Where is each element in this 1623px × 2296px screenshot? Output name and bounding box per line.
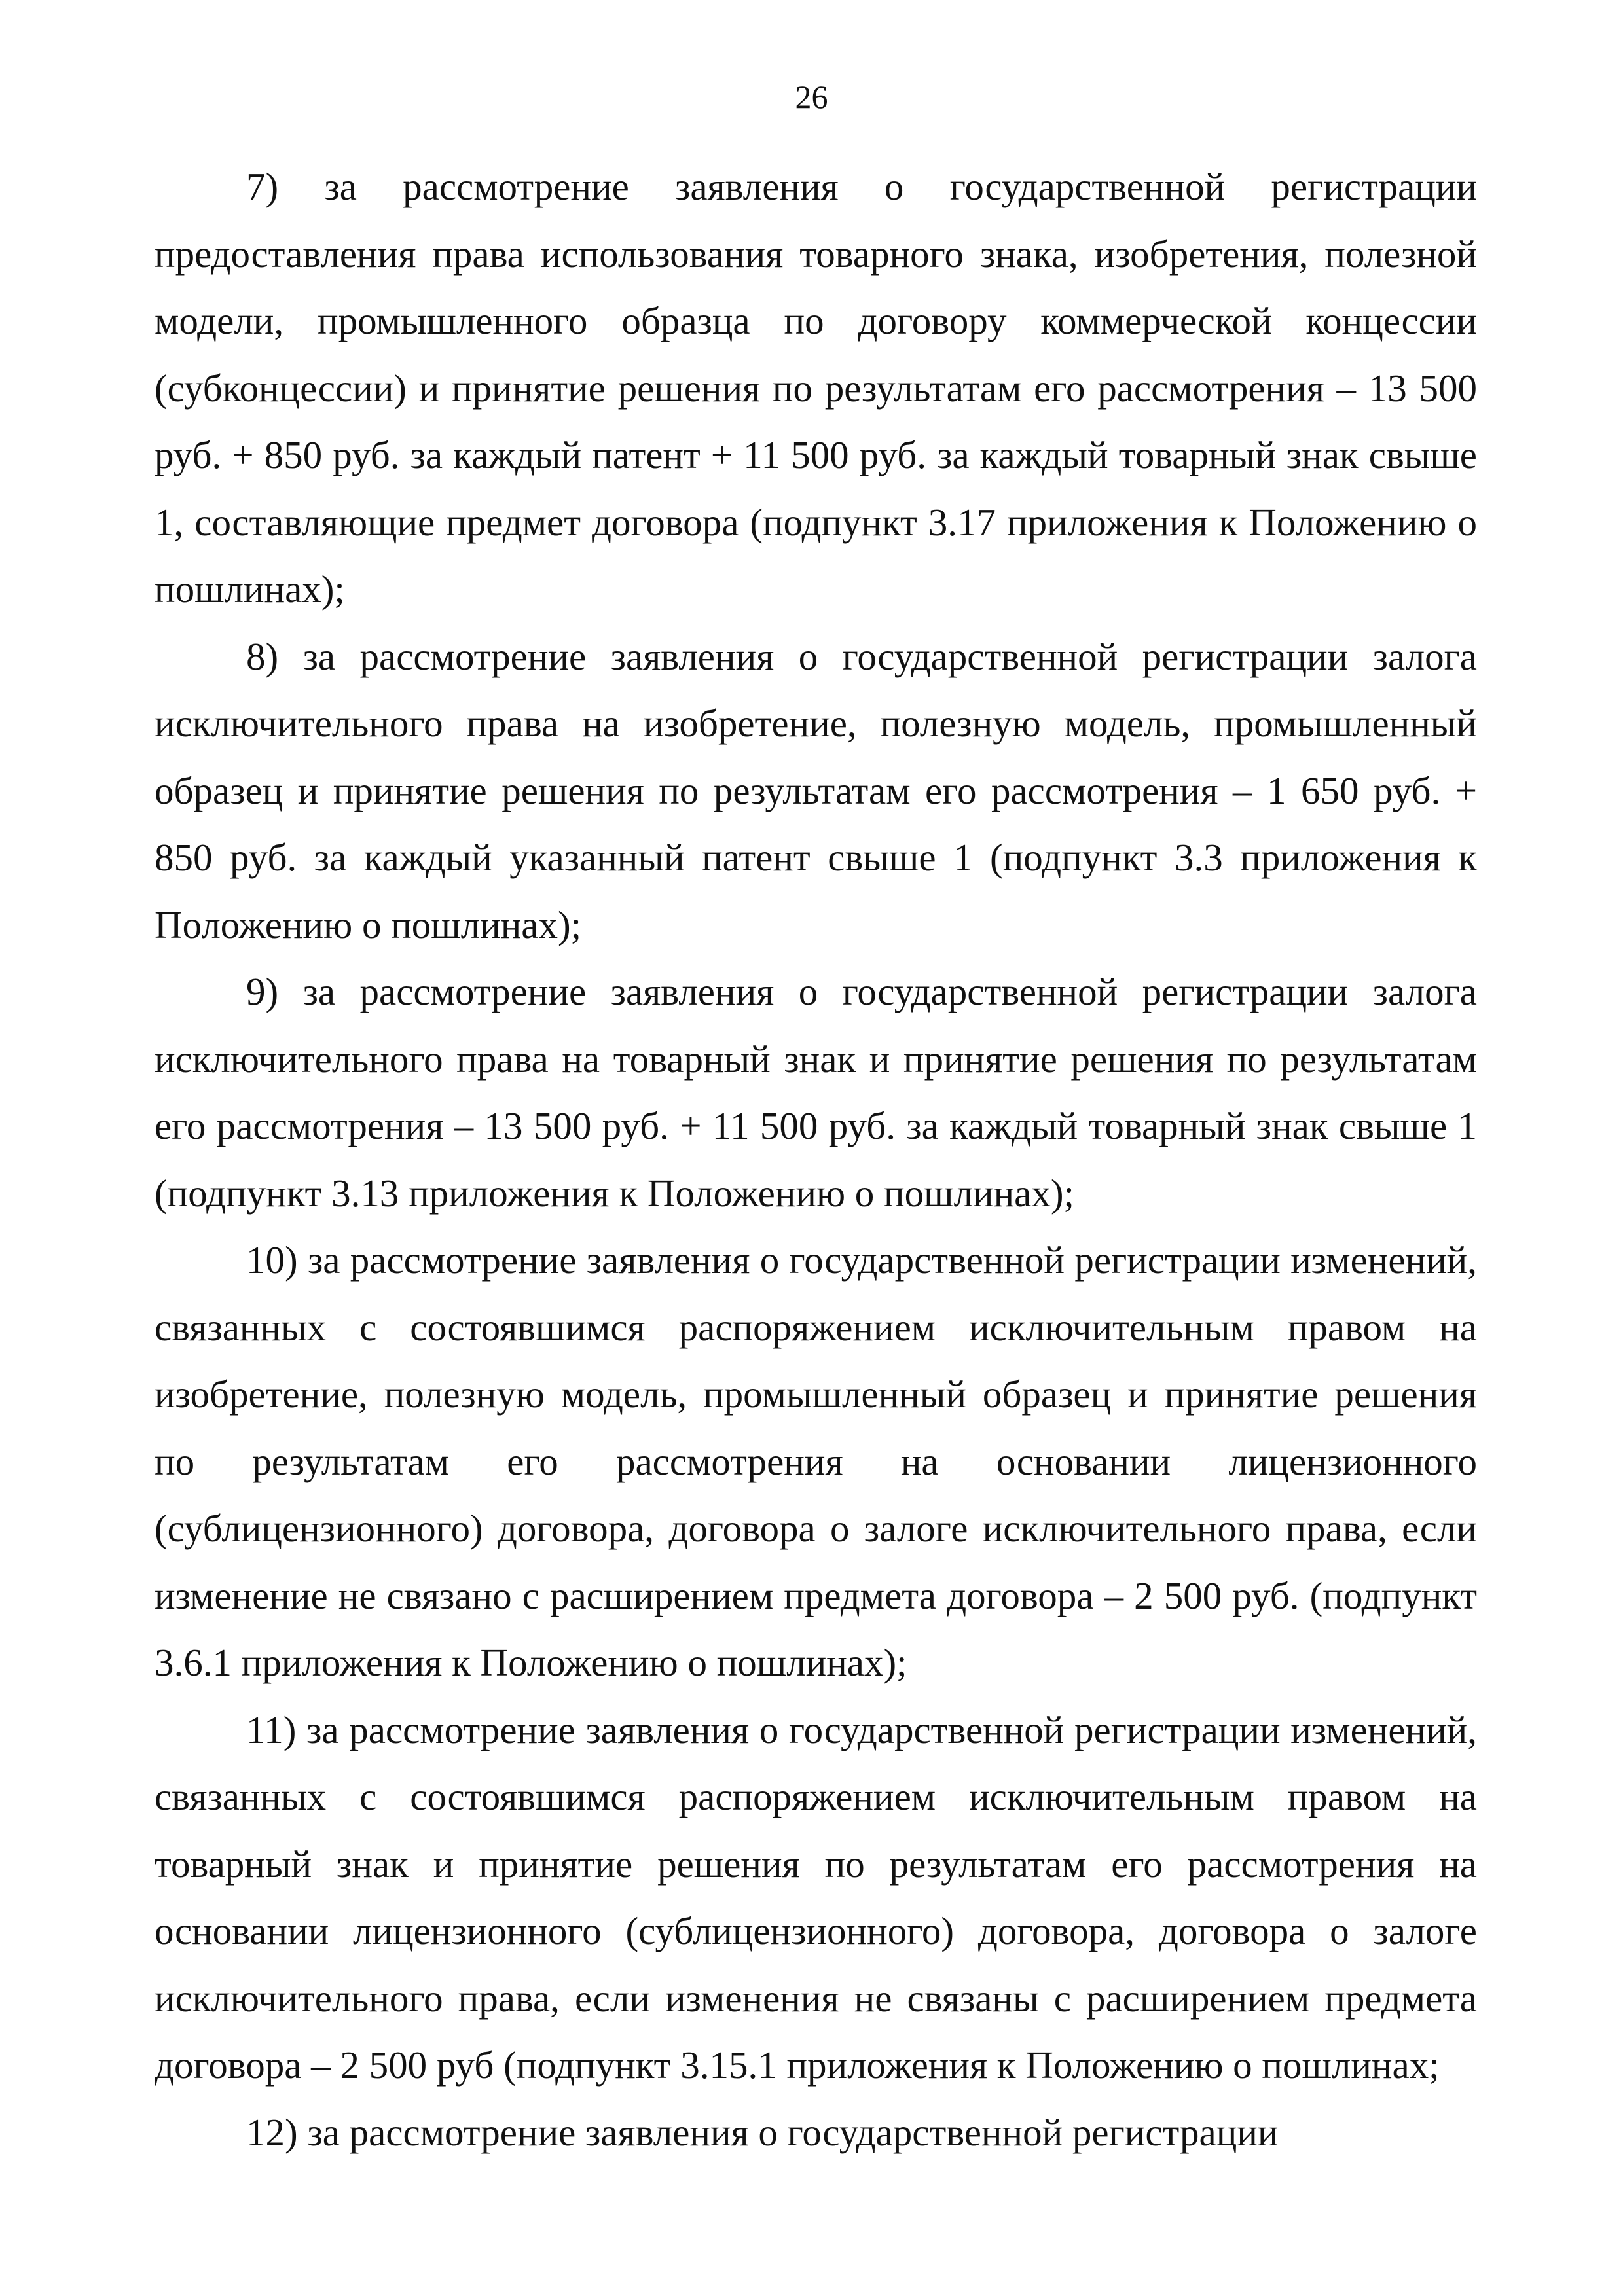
paragraph-item-9: 9) за рассмотрение заявления о государственной регистрации залога исключительного права на товарный знак и принятие решения по результатам его рассмотрения – 13 500 руб. + 11 500 руб. за каждый товарный знак свыше 1 (подпункт 3.13 приложения к Положению о пошлинах);	[155, 970, 1477, 1215]
paragraph-item-11: 11) за рассмотрение заявления о государственной регистрации изменений, связанных с состоявшимся распоряжением исключительным правом на товарный знак и принятие решения по результатам его рассмотрения на основании лицензионного (сублицензионного) договора, договора о залоге исключительного права, если изменения не связаны с расширением предмета договора – 2 500 руб (подпункт 3.15.1 приложения к Положению о пошлинах;	[155, 1708, 1477, 2087]
paragraph-item-10: 10) за рассмотрение заявления о государственной регистрации изменений, связанных с состоявшимся распоряжением исключительным правом на изобретение, полезную модель, промышленный образец и принятие решения по результатам его рассмотрения на основании лицензионного (сублицензионного) договора, договора о залоге исключительного права, если изменение не связано с расширением предмета договора – 2 500 руб. (подпункт 3.6.1 приложения к Положению о пошлинах);	[155, 1238, 1477, 1684]
paragraph-item-8: 8) за рассмотрение заявления о государственной регистрации залога исключительного права на изобретение, полезную модель, промышленный образец и принятие решения по результатам его рассмотрения – 1 650 руб. + 850 руб. за каждый указанный патент свыше 1 (подпункт 3.3 приложения к Положению о пошлинах);	[155, 634, 1477, 946]
page-number: 26	[795, 79, 828, 115]
document-body	[155, 153, 1477, 2166]
paragraph-item-7: 7) за рассмотрение заявления о государственной регистрации предоставления права использования товарного знака, изобретения, полезной модели, промышленного образца по договору коммерческой концессии (субконцессии) и принятие решения по результатам его рассмотрения – 13 500 руб. + 850 руб. за каждый патент + 11 500 руб. за каждый товарный знак свыше 1, составляющие предмет договора (подпункт 3.17 приложения к Положению о пошлинах);	[155, 165, 1477, 611]
paragraph-item-12: 12) за рассмотрение заявления о государственной регистрации	[246, 2110, 1279, 2154]
